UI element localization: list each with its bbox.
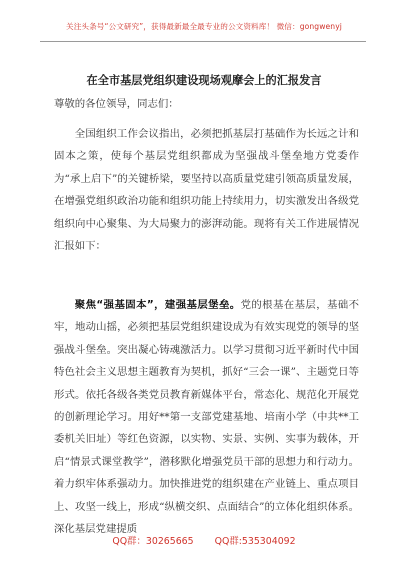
salutation: 尊敬的各位领导，同志们： bbox=[54, 98, 179, 110]
paragraph-2-body: 党的根基在基层，基础不牢，地动山摇，必须把基层党组织建设成为有效实现党的领导的坚强战斗堡垒。突出凝心铸魂激活力。以学习贯彻习近平新时代中国特色社会主义思想主题教育为契机，抓好“三会一课”、主题党日等形式。依托各级各类党员教育新媒体平台，常态化、规范化开展党的创新理论学习。用好**第一支部党建基地、培南小学（中共**工委机关旧址）等红色资源，以实物、实景、实例、实事为载体，开启“情景式课堂教学”，潜移默化增强党员干部的思想力和行动力。着力织牢体系强动力。加快推进党的组织建在产业链上、重点项目上、攻坚一线上，形成“纵横交织、点面结合”的立体化组织体系。深化基层党建提质 bbox=[54, 299, 359, 536]
footer-qq-group-2: QQ群:535304092 bbox=[214, 536, 296, 547]
paragraph-2 bbox=[54, 294, 359, 540]
paragraph-1: 全国组织工作会议指出，必须把抓基层打基础作为长远之计和固本之策，使每个基层党组织都成为坚强战斗堡垒地方党委作为“承上启下”的关键桥梁，要坚持以高质量党建引领高质量发展，在增强党组织政治功能和组织功能上持续用力，切实激发出各级党组织向中心聚集、为大局聚力的澎湃动能。现将有关工作进展情况汇报如下： bbox=[54, 128, 359, 253]
paragraph-2-lead: 聚焦“强基固本”，建强基层堡垒。 bbox=[74, 299, 241, 311]
document-title: 在全市基层党组织建设现场观摩会上的汇报发言 bbox=[86, 74, 322, 87]
header-banner: 关注头条号“公文研究”，获得最新最全最专业的公文资料库！ 微信：gongwenyj bbox=[66, 22, 342, 31]
header-divider bbox=[40, 41, 366, 42]
footer-qq-group-1: QQ群：30265665 bbox=[112, 536, 194, 547]
footer-qq-groups bbox=[0, 533, 408, 547]
